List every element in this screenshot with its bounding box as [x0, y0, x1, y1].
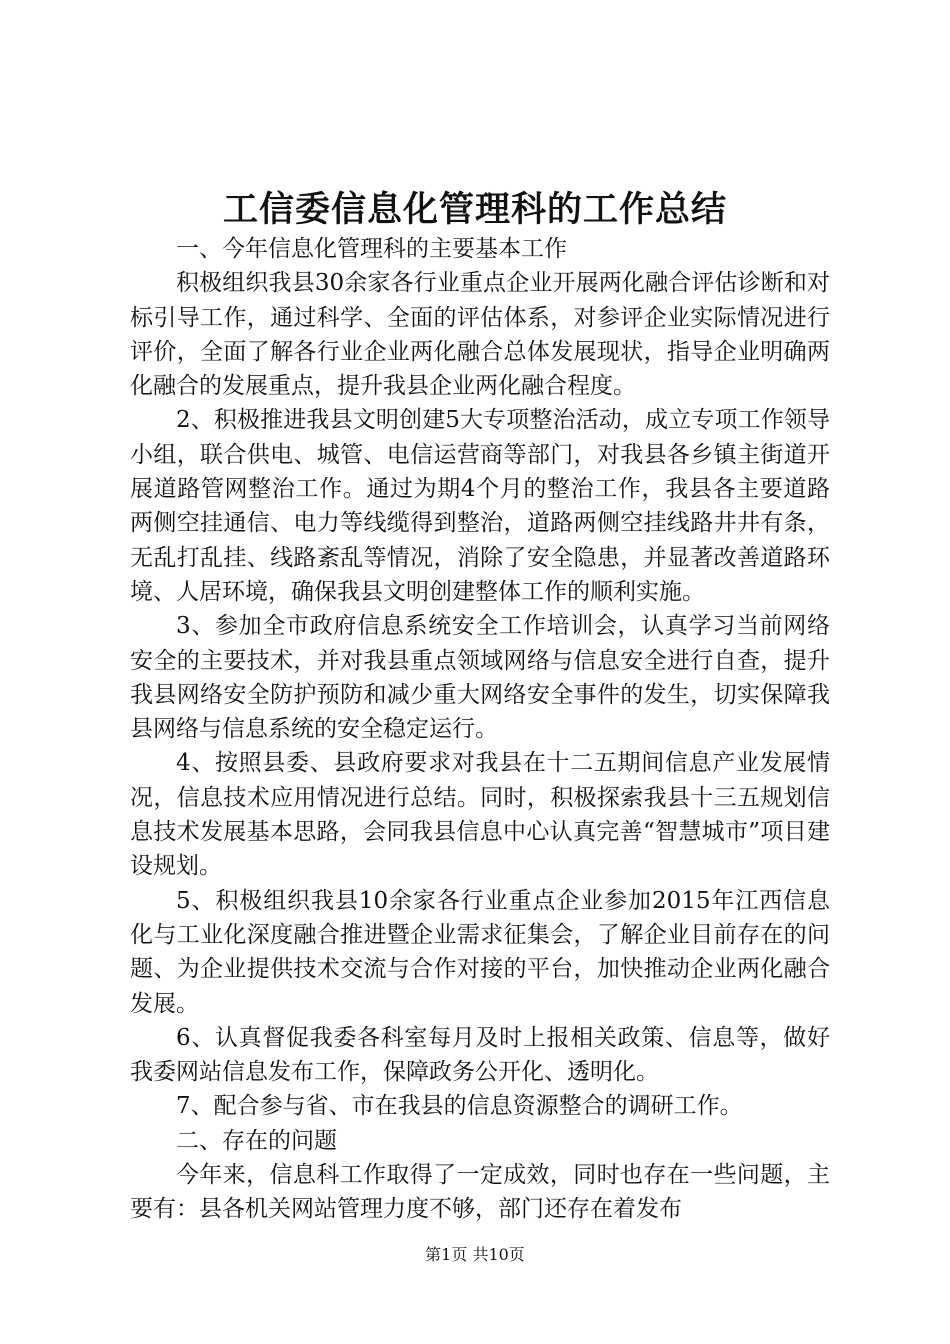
paragraph-8: 今年来，信息科工作取得了一定成效，同时也存在一些问题，主要有：县各机关网站管理力度不够，部门还存在着发布	[130, 1162, 830, 1223]
paragraph-6: 6、认真督促我委各科室每月及时上报相关政策、信息等，做好我委网站信息发布工作，保障政务公开化、透明化。	[130, 1024, 830, 1086]
paragraph-1: 积极组织我县30余家各行业重点企业开展两化融合评估诊断和对标引导工作，通过科学、全面的评估体系，对参评企业实际情况进行评价，全面了解各行业企业两化融合总体发展现状，指导企业明确两化融合的发展重点，提升我县企业两化融合程度。	[130, 270, 830, 400]
page-footer: 第1页 共10页	[425, 1245, 525, 1264]
paragraph-7: 7、配合参与省、市在我县的信息资源整合的调研工作。	[176, 1093, 743, 1120]
page-title: 工信委信息化管理科的工作总结	[222, 189, 727, 230]
section-heading-1: 一、今年信息化管理科的主要基本工作	[176, 236, 567, 262]
document-body	[130, 232, 830, 1227]
section-heading-2: 二、存在的问题	[176, 1127, 337, 1154]
paragraph-3: 3、参加全市政府信息系统安全工作培训会，认真学习当前网络安全的主要技术，并对我县重点领域网络与信息安全进行自查，提升我县网络安全防护预防和减少重大网络安全事件的发生，切实保障我县网络与信息系统的安全稳定运行。	[130, 613, 830, 743]
paragraph-4: 4、按照县委、县政府要求对我县在十二五期间信息产业发展情况，信息技术应用情况进行总结。同时，积极探索我县十三五规划信息技术发展基本思路，会同我县信息中心认真完善“智慧城市”项目建设规划。	[130, 750, 830, 880]
paragraph-5: 5、积极组织我县10余家各行业重点企业参加2015年江西信息化与工业化深度融合推进暨企业需求征集会，了解企业目前存在的问题、为企业提供技术交流与合作对接的平台，加快推动企业两化融合发展。	[130, 887, 830, 1017]
paragraph-2: 2、积极推进我县文明创建5大专项整治活动，成立专项工作领导小组，联合供电、城管、电信运营商等部门，对我县各乡镇主街道开展道路管网整治工作。通过为期4个月的整治工作，我县各主要道路两侧空挂通信、电力等线缆得到整治，道路两侧空挂线路井井有条，无乱打乱挂、线路紊乱等情况，消除了安全隐患，并显著改善道路环境、人居环境，确保我县文明创建整体工作的顺利实施。	[130, 407, 830, 605]
